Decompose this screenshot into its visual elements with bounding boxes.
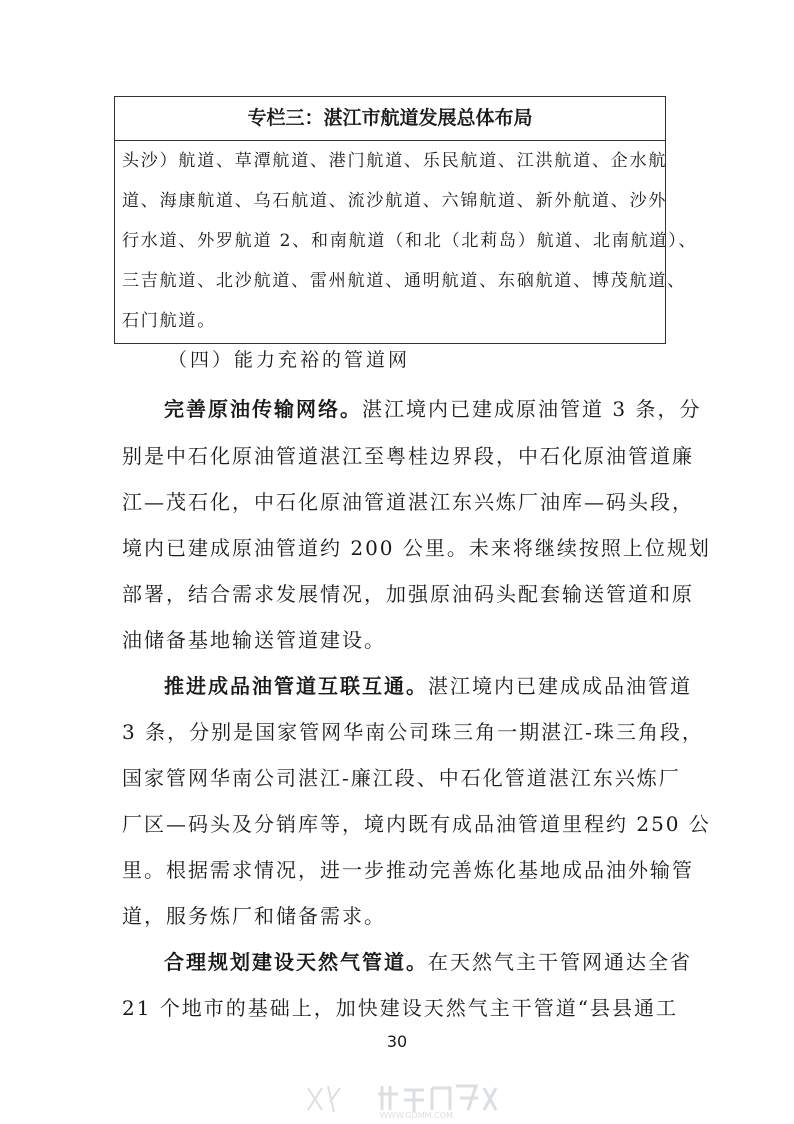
paragraph-lead: 合理规划建设天然气管道。 bbox=[164, 950, 428, 974]
paragraph-line: 厂区—码头及分销库等，境内既有成品油管道里程约 250 公 bbox=[122, 812, 711, 836]
paragraph-lead: 完善原油传输网络。 bbox=[164, 397, 362, 421]
section-heading: （四）能力充裕的管道网 bbox=[168, 349, 411, 371]
column-box-line: 道、海康航道、乌石航道、流沙航道、六锦航道、新外航道、沙外 bbox=[122, 191, 668, 211]
watermark-url: WWW.GDMM.COM bbox=[380, 1111, 453, 1120]
paragraph-first-line bbox=[164, 670, 724, 699]
paragraph-text: 在天然气主干管网通达全省 bbox=[428, 950, 692, 974]
paragraph-line: 3 条，分别是国家管网华南公司珠三角一期湛江-珠三角段， bbox=[122, 720, 704, 744]
column-box-line: 三吉航道、北沙航道、雷州航道、通明航道、东硇航道、博茂航道、 bbox=[122, 271, 686, 291]
paragraph-line: 21 个地市的基础上，加快建设天然气主干管道“县县通工 bbox=[122, 996, 679, 1020]
watermark-logo bbox=[300, 1080, 510, 1120]
paragraph-line: 江—茂石化，中石化原油管道湛江东兴炼厂油库—码头段， bbox=[122, 490, 694, 514]
column-box-line: 头沙）航道、草潭航道、港门航道、乐民航道、江洪航道、企水航 bbox=[122, 151, 668, 171]
paragraph-first-line bbox=[164, 393, 724, 422]
watermark-mark-icon bbox=[308, 1086, 340, 1112]
paragraph-line: 油储备基地输送管道建设。 bbox=[122, 628, 386, 652]
column-box-body bbox=[115, 141, 698, 341]
paragraph-text: 湛江境内已建成成品油管道 bbox=[428, 674, 692, 698]
paragraph-line: 境内已建成原油管道约 200 公里。未来将继续按照上位规划 bbox=[122, 536, 711, 560]
paragraph-line: 里。根据需求情况，进一步推动完善炼化基地成品油外输管 bbox=[122, 858, 694, 882]
column-box-line: 石门航道。 bbox=[122, 311, 216, 331]
paragraph-first-line bbox=[164, 946, 724, 975]
column-box-title: 专栏三：湛江市航道发展总体布局 bbox=[115, 97, 665, 141]
paragraph-line: 道，服务炼厂和储备需求。 bbox=[122, 904, 386, 928]
column-box bbox=[114, 96, 698, 344]
column-box-line: 行水道、外罗航道 2、和南航道（和北（北莉岛）航道、北南航道）、 bbox=[122, 231, 698, 251]
paragraph-text: 湛江境内已建成原油管道 3 条，分 bbox=[362, 397, 702, 421]
page-number: 30 bbox=[386, 1032, 408, 1051]
paragraph-line: 部署，结合需求发展情况，加强原油码头配套输送管道和原 bbox=[122, 582, 694, 606]
paragraph-line: 别是中石化原油管道湛江至粤桂边界段，中石化原油管道廉 bbox=[122, 444, 694, 468]
paragraph-lead: 推进成品油管道互联互通。 bbox=[164, 674, 428, 698]
paragraph-line: 国家管网华南公司湛江-廉江段、中石化管道湛江东兴炼厂 bbox=[122, 766, 681, 790]
